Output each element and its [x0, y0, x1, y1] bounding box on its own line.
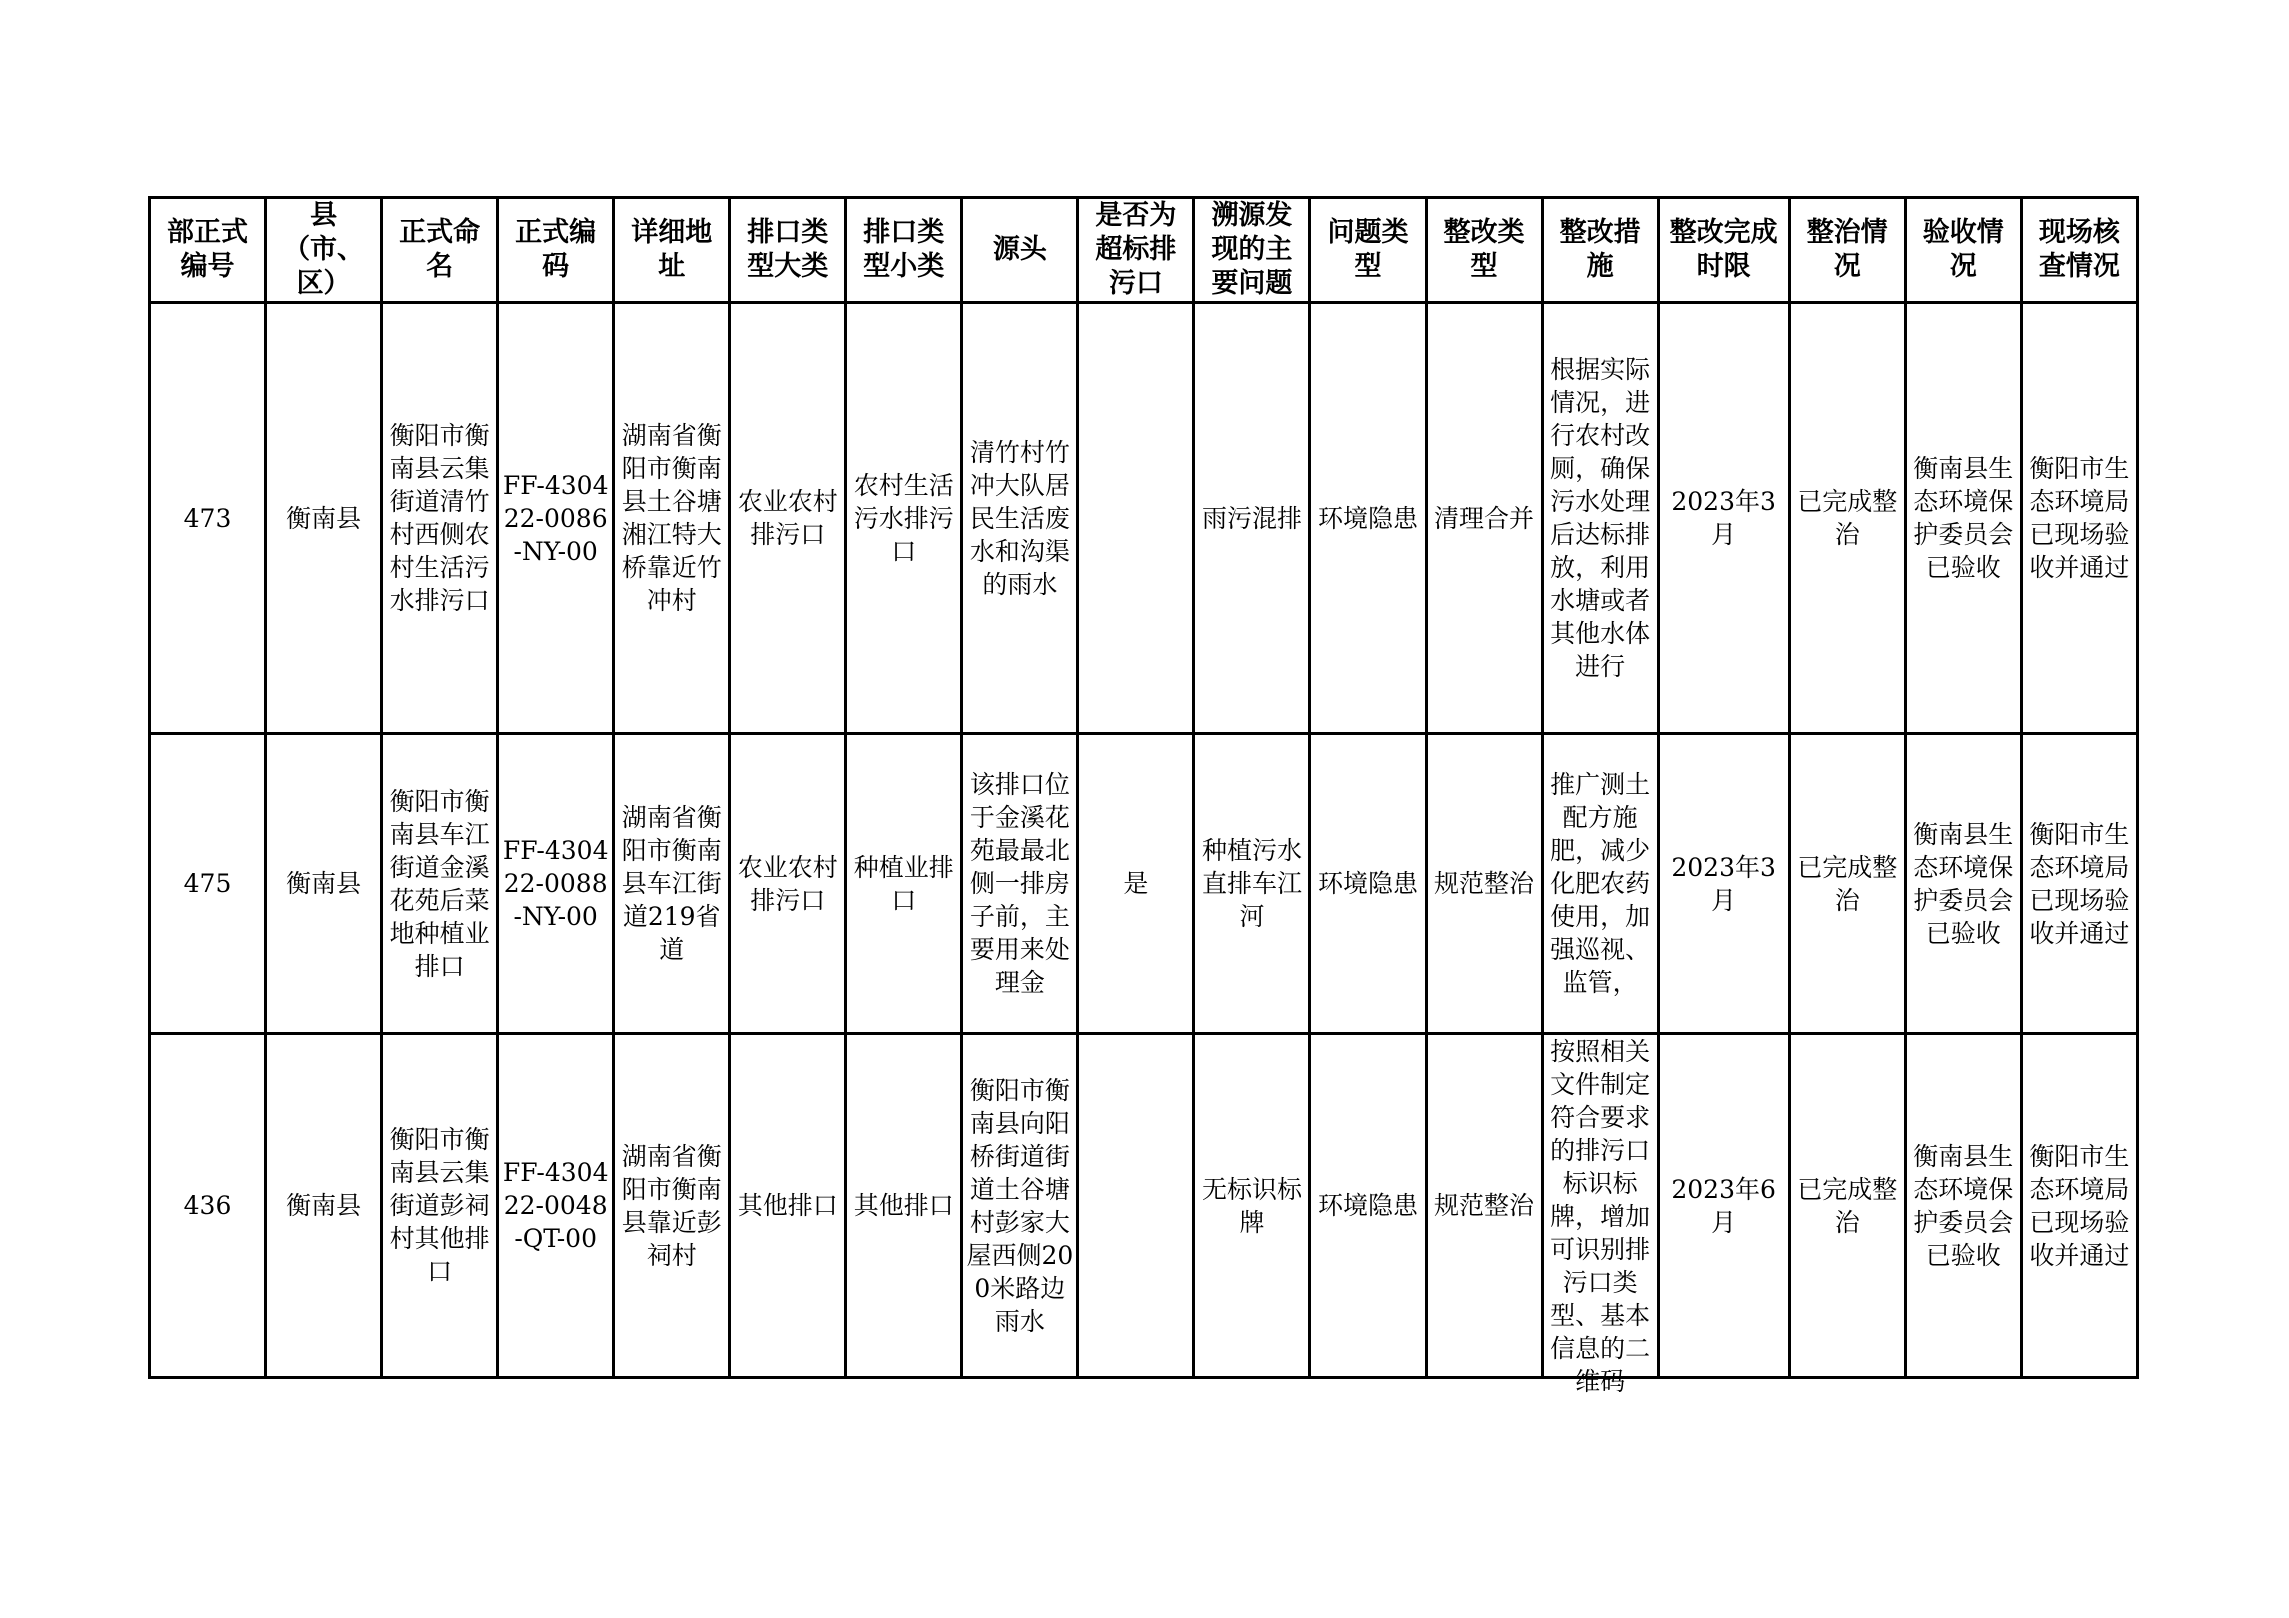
- cell-name: [382, 734, 498, 1034]
- cell-main-issue: [1194, 1034, 1310, 1378]
- cell-county: [266, 1034, 382, 1378]
- header-row: [150, 198, 2138, 303]
- cell-status-text: 已完成整治: [1797, 852, 1898, 915]
- cell-inspection-text: 衡阳市生态环境局已现场验收并通过: [2029, 819, 2130, 948]
- cell-issue-type-text: 环境隐患: [1317, 869, 1418, 898]
- cell-measures: [1542, 734, 1658, 1034]
- cell-id-text: 436: [183, 1191, 232, 1220]
- cell-status: [1789, 1034, 1905, 1378]
- header-cell: 溯源发现的主要问题: [1194, 198, 1310, 303]
- header-cell: 正式编码: [498, 198, 614, 303]
- cell-address-text: 湖南省衡阳市衡南县靠近彭祠村: [621, 1141, 722, 1270]
- cell-acceptance: [1905, 303, 2021, 734]
- cell-county-text: 衡南县: [286, 869, 362, 898]
- cell-source-text: 清竹村竹冲大队居民生活废水和沟渠的雨水: [969, 437, 1070, 599]
- cell-code: [498, 734, 614, 1034]
- cell-name-text: 衡阳市衡南县车江街道金溪花苑后菜地种植业排口: [389, 786, 490, 981]
- cell-deadline-text: 2023年3月: [1671, 487, 1776, 549]
- cell-type-major-text: 农业农村排污口: [737, 852, 838, 915]
- cell-exceed-text: 是: [1123, 869, 1149, 898]
- cell-address-text: 湖南省衡阳市衡南县车江街道219省道: [621, 803, 722, 964]
- cell-type-minor: [846, 1034, 962, 1378]
- cell-type-major: [730, 303, 846, 734]
- cell-id-text: 473: [183, 503, 232, 533]
- cell-type-minor-text: 其他排口: [853, 1191, 954, 1220]
- cell-name: [382, 1034, 498, 1378]
- header-cell: 整改措施: [1542, 198, 1658, 303]
- header-cell: 部正式编号: [150, 198, 266, 303]
- cell-issue-type-text: 环境隐患: [1317, 1191, 1418, 1220]
- cell-type-minor-text: 种植业排口: [853, 852, 954, 915]
- header-cell: 源头: [962, 198, 1078, 303]
- cell-status-text: 已完成整治: [1797, 1174, 1898, 1237]
- cell-inspection: [2021, 1034, 2137, 1378]
- cell-exceed: [1078, 1034, 1194, 1378]
- cell-code: [498, 1034, 614, 1378]
- cell-rectify-type: [1426, 303, 1542, 734]
- cell-issue-type: [1310, 734, 1426, 1034]
- cell-inspection-text: 衡阳市生态环境局已现场验收并通过: [2029, 1141, 2130, 1270]
- cell-source: [962, 1034, 1078, 1378]
- cell-deadline-text: 2023年3月: [1671, 852, 1776, 915]
- cell-status: [1789, 734, 1905, 1034]
- cell-deadline: [1658, 303, 1789, 734]
- cell-acceptance-text: 衡南县生态环境保护委员会已验收: [1913, 454, 2014, 582]
- cell-issue-type: [1310, 1034, 1426, 1378]
- cell-main-issue: [1194, 303, 1310, 734]
- cell-acceptance: [1905, 1034, 2021, 1378]
- cell-issue-type: [1310, 303, 1426, 734]
- cell-inspection: [2021, 734, 2137, 1034]
- cell-measures-text: 推广测土配方施肥，减少化肥农药使用，加强巡视、监管，: [1550, 770, 1651, 997]
- cell-source-text: 衡阳市衡南县向阳桥街道街道土谷塘村彭家大屋西侧200米路边雨水: [966, 1075, 1074, 1336]
- table-row: [150, 1034, 2138, 1378]
- header-cell: 整改类型: [1426, 198, 1542, 303]
- cell-type-major: [730, 1034, 846, 1378]
- cell-code-text: FF-430422-0088-NY-00: [502, 836, 609, 931]
- header-cell: 整治情况: [1789, 198, 1905, 303]
- cell-deadline-text: 2023年6月: [1671, 1174, 1776, 1237]
- table-row: [150, 734, 2138, 1034]
- cell-deadline: [1658, 734, 1789, 1034]
- cell-main-issue-text: 无标识标牌: [1201, 1174, 1302, 1237]
- cell-measures: [1542, 303, 1658, 734]
- cell-county: [266, 734, 382, 1034]
- cell-rectify-type-text: 规范整治: [1434, 1191, 1535, 1220]
- cell-address: [614, 303, 730, 734]
- cell-code: [498, 303, 614, 734]
- cell-address: [614, 734, 730, 1034]
- cell-rectify-type-text: 清理合并: [1434, 503, 1535, 533]
- header-cell: 整改完成时限: [1658, 198, 1789, 303]
- cell-type-major-text: 其他排口: [737, 1191, 838, 1220]
- cell-county-text: 衡南县: [286, 503, 362, 533]
- cell-deadline: [1658, 1034, 1789, 1378]
- cell-name: [382, 303, 498, 734]
- cell-status: [1789, 303, 1905, 734]
- header-cell: 现场核查情况: [2021, 198, 2137, 303]
- cell-acceptance: [1905, 734, 2021, 1034]
- cell-id: [150, 1034, 266, 1378]
- cell-county-text: 衡南县: [286, 1191, 362, 1220]
- cell-acceptance-text: 衡南县生态环境保护委员会已验收: [1913, 1141, 2014, 1270]
- cell-type-major: [730, 734, 846, 1034]
- cell-rectify-type: [1426, 734, 1542, 1034]
- cell-rectify-type-text: 规范整治: [1434, 869, 1535, 898]
- header-cell: 排口类型小类: [846, 198, 962, 303]
- cell-county: [266, 303, 382, 734]
- cell-address-text: 湖南省衡阳市衡南县土谷塘湘江特大桥靠近竹冲村: [621, 421, 722, 615]
- cell-issue-type-text: 环境隐患: [1317, 503, 1418, 533]
- cell-name-text: 衡阳市衡南县云集街道清竹村西侧农村生活污水排污口: [389, 421, 490, 615]
- cell-id-text: 475: [183, 869, 232, 898]
- cell-type-minor: [846, 303, 962, 734]
- header-cell: 县（市、区）: [266, 198, 382, 303]
- cell-main-issue-text: 雨污混排: [1201, 503, 1302, 533]
- header-cell: 详细地址: [614, 198, 730, 303]
- cell-status-text: 已完成整治: [1797, 487, 1898, 549]
- cell-main-issue: [1194, 734, 1310, 1034]
- cell-exceed: [1078, 734, 1194, 1034]
- cell-main-issue-text: 种植污水直排车江河: [1201, 836, 1302, 931]
- cell-source: [962, 734, 1078, 1034]
- outfall-rectification-table: [148, 196, 2139, 1396]
- cell-source-text: 该排口位于金溪花苑最最北侧一排房子前，主要用来处理金: [969, 770, 1070, 997]
- cell-source: [962, 303, 1078, 734]
- cell-code-text: FF-430422-0048-QT-00: [502, 1158, 609, 1253]
- cell-acceptance-text: 衡南县生态环境保护委员会已验收: [1913, 819, 2014, 948]
- cell-measures: [1542, 1034, 1658, 1396]
- cell-exceed: [1078, 303, 1194, 734]
- cell-inspection: [2021, 303, 2137, 734]
- cell-code-text: FF-430422-0086-NY-00: [502, 470, 609, 566]
- table-row: [150, 303, 2138, 734]
- cell-measures-text: 按照相关文件制定符合要求的排污口标识标牌，增加可识别排污口类型、基本信息的二维码: [1550, 1037, 1651, 1396]
- cell-type-minor-text: 农村生活污水排污口: [853, 470, 954, 566]
- header-cell: 排口类型大类: [730, 198, 846, 303]
- cell-measures-text: 根据实际情况，进行农村改厕，确保污水处理后达标排放，利用水塘或者其他水体进行: [1550, 355, 1651, 681]
- header-cell: 是否为超标排污口: [1078, 198, 1194, 303]
- cell-name-text: 衡阳市衡南县云集街道彭祠村其他排口: [389, 1125, 490, 1286]
- cell-address: [614, 1034, 730, 1378]
- header-cell: 验收情况: [1905, 198, 2021, 303]
- cell-id: [150, 303, 266, 734]
- cell-rectify-type: [1426, 1034, 1542, 1378]
- header-cell: 问题类型: [1310, 198, 1426, 303]
- cell-type-minor: [846, 734, 962, 1034]
- header-cell: 正式命名: [382, 198, 498, 303]
- cell-id: [150, 734, 266, 1034]
- cell-inspection-text: 衡阳市生态环境局已现场验收并通过: [2029, 454, 2130, 582]
- cell-type-major-text: 农业农村排污口: [737, 487, 838, 549]
